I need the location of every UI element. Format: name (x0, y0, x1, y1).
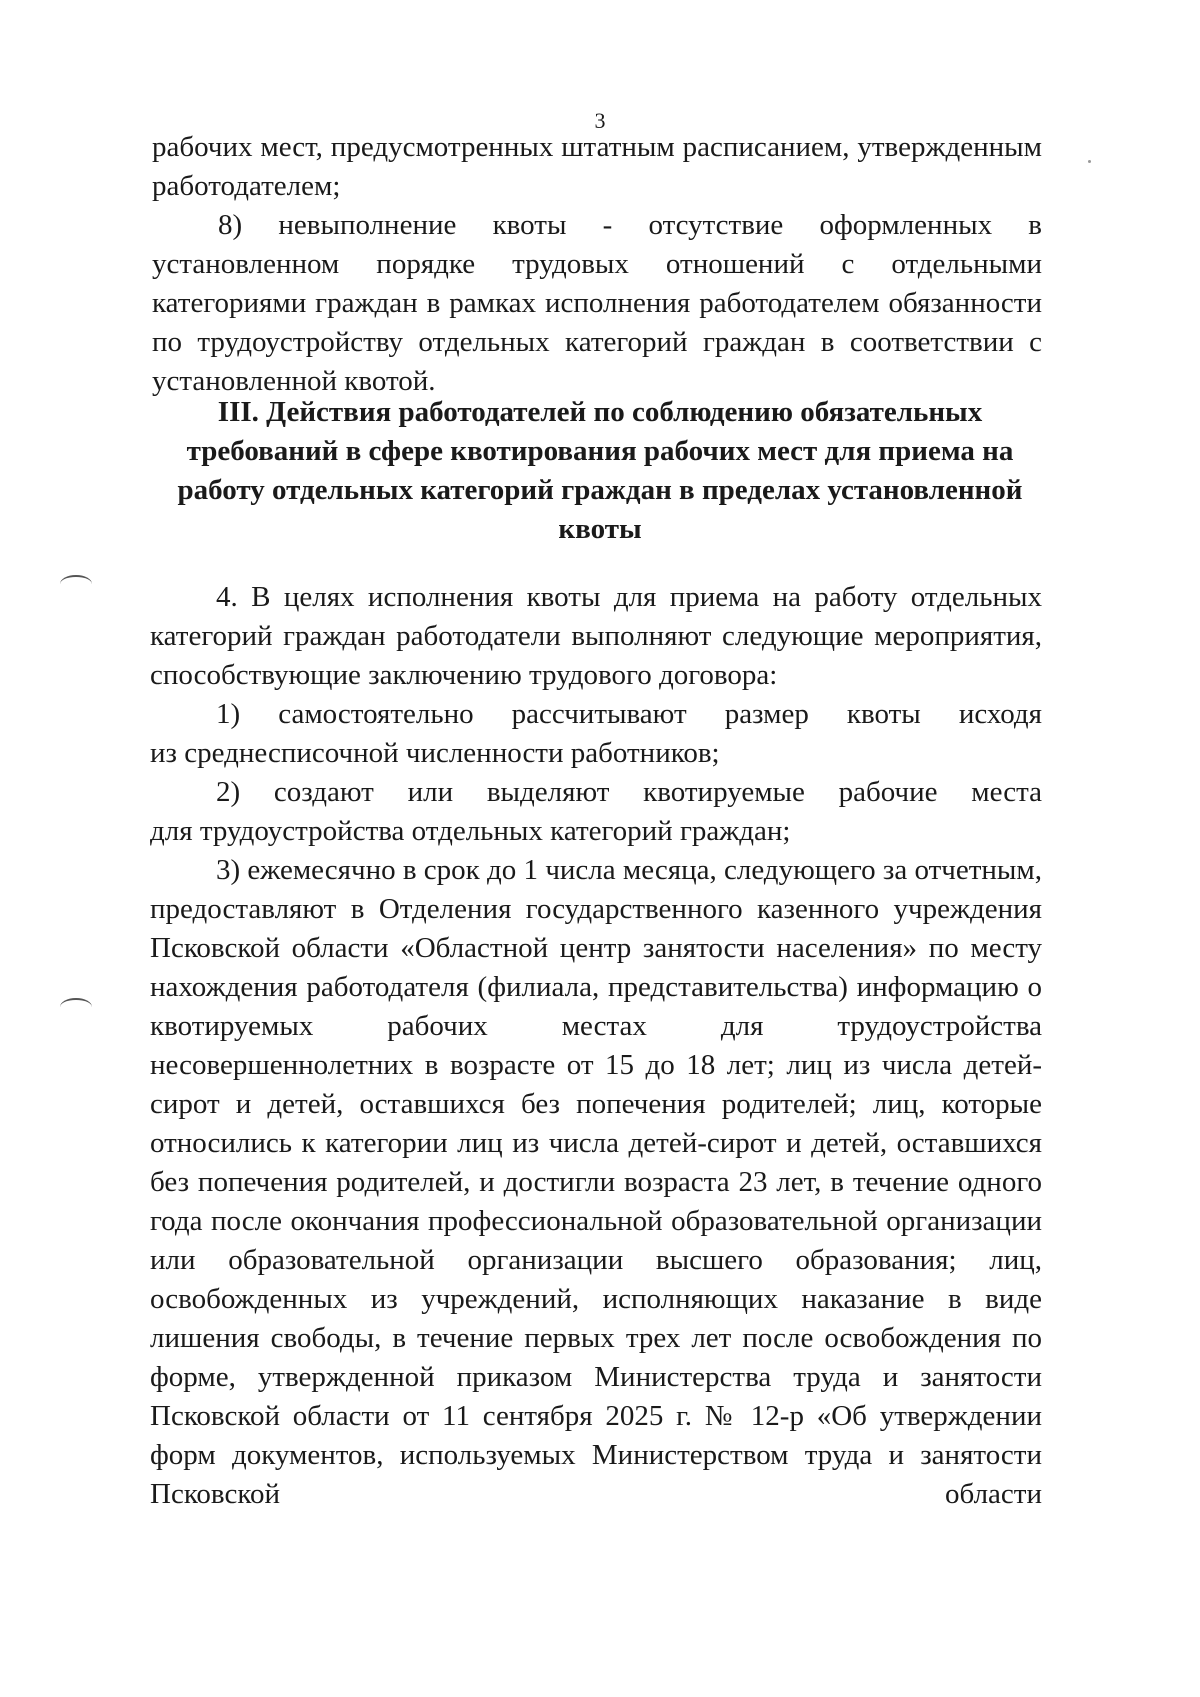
section-heading (150, 393, 1050, 549)
punch-hole-mark (60, 575, 92, 593)
item-2-line: 2) создают или выделяют квотируемые рабочие места (216, 776, 1042, 808)
main-text-block (150, 578, 1042, 1514)
section-heading-line: требований в сфере квотирования рабочих мест для приема на (186, 435, 1014, 467)
scan-speck (1088, 160, 1091, 163)
item-1-line: из среднесписочной численности работников; (150, 737, 720, 769)
item-3-paragraph: 3) ежемесячно в срок до 1 числа месяца, следующего за отчетным, предоставляют в Отделения государственного казенного учреждения Псковской области «Областной центр занятости населения» по месту нахождения работодателя (филиала, представительства) информацию о квотируемых рабочих местах для трудоустройства несовершеннолетних в возрасте от 15 до 18 лет; лиц из числа детей-сирот и детей, оставшихся без попечения родителей; лиц, которые относились к категории лиц из числа детей-сирот и детей, оставшихся без попечения родителей, и достигли возраста 23 лет, в течение одного года после окончания профессиональной образовательной организации или образовательной организации высшего образования; лиц, освобожденных из учреждений, исполняющих наказание в виде лишения свободы, в течение первых трех лет после освобождения по форме, утвержденной приказом Министерства труда и занятости Псковской области от 11 сентября 2025 г. № 12-р «Об утверждении форм документов, используемых Министерством труда и занятости Псковской области (150, 854, 1042, 1510)
item-8-paragraph: 8) невыполнение квоты - отсутствие оформленных в установленном порядке трудовых отношений с отдельными категориями граждан в рамках исполнения работодателем обязанности по трудоустройству отдельных категорий граждан в соответствии с установленной квотой. (152, 209, 1042, 397)
item-1-line: 1) самостоятельно рассчитывают размер квоты исходя (216, 698, 1042, 730)
top-text-block (152, 128, 1042, 401)
section-heading-line: работу отдельных категорий граждан в пределах установленной (177, 474, 1023, 506)
paragraph-4: 4. В целях исполнения квоты для приема на работу отдельных категорий граждан работодатели выполняют следующие мероприятия, способствующие заключению трудового договора: (150, 581, 1042, 691)
page-number: 3 (594, 108, 606, 133)
punch-hole-mark (60, 998, 92, 1016)
section-heading-line: III. Действия работодателей по соблюдению обязательных (217, 396, 983, 428)
section-heading-line: квоты (558, 513, 642, 545)
paragraph-continuation-end: работодателем; (152, 170, 341, 202)
paragraph-continuation-line: рабочих мест, предусмотренных штатным расписанием, утвержденным (152, 131, 1042, 163)
item-2-line: для трудоустройства отдельных категорий граждан; (150, 815, 791, 847)
